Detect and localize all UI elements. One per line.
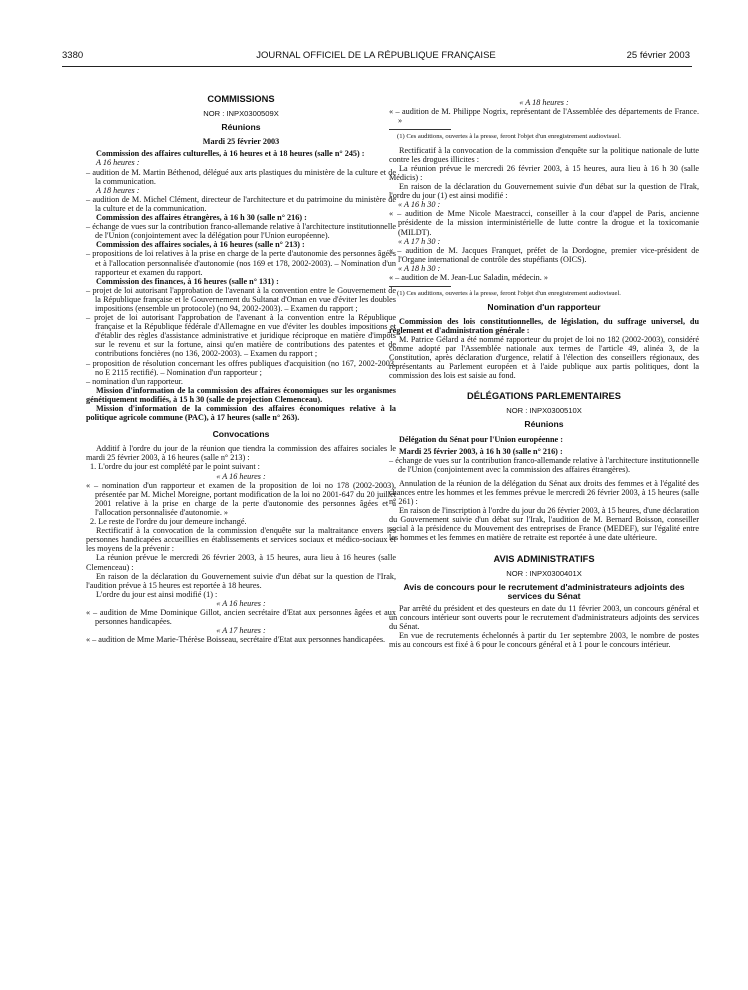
subheading-reunions: Réunions: [524, 419, 564, 430]
section-heading-delegations: DÉLÉGATIONS PARLEMENTAIRES: [467, 391, 621, 402]
notice-title: Avis de concours pour le recrutement d'administrateurs adjoints des services du Sénat: [403, 581, 685, 601]
list-item: « – audition de M. Jean-Luc Saladin, médecin. »: [389, 273, 548, 282]
paragraph: 2. Le reste de l'ordre du jour demeure inchangé.: [90, 517, 247, 527]
paragraph: 1. L'ordre du jour est complété par le point suivant :: [90, 462, 260, 472]
list-item: – nomination d'un rapporteur.: [86, 376, 183, 386]
list-item: – propositions de loi relatives à la prise en charge de la perte d'autonomie des personnes âgées et à l'allocation personnalisée d'autonomie (nos 169 et 178, 2002-2003). – Nomination d'un rapporteur et examen du rapport.: [86, 249, 396, 277]
list-item: « – nomination d'un rapporteur et examen de la proposition de loi no 178 (2002-2003), présentée par M. Michel Moreigne, portant modification de la loi no 2001-647 du 20 juillet 2001 relative à la prise en charge de la perte d'autonomie des personnes âgées et à l'allocation personnalisée d'autonomie. »: [86, 480, 396, 517]
list-item: « – audition de Mme Marie-Thérèse Boisseau, secrétaire d'Etat aux personnes handicapées.: [86, 635, 386, 645]
nor-reference: NOR : INPX0300510X: [506, 406, 582, 416]
paragraph: La réunion prévue le mercredi 26 février 2003, à 15 heures, aura lieu à 16 h 30 (salle Médicis) :: [389, 163, 699, 182]
header-rule: [62, 66, 692, 67]
paragraph: Mission d'information de la commission des affaires économiques sur les organismes génétiquement modifiés, à 15 h 30 (salle de projection Clemenceau).: [86, 385, 396, 404]
footnote: (1) Ces auditions, ouvertes à la presse, feront l'objet d'un enregistrement audiovisuel.: [397, 290, 621, 298]
footnote-separator: [389, 286, 451, 287]
list-item: – échange de vues sur la contribution franco-allemande relative à l'architecture institutionnelle de l'Union (conjointement avec la commission des affaires étrangères).: [389, 455, 699, 474]
paragraph: En vue de recrutements échelonnés à partir du 1er septembre 2003, le nombre de postes mis au concours est fixé à 6 pour le concours général et à 1 pour le concours intérieur.: [389, 631, 699, 650]
section-heading-commissions: COMMISSIONS: [207, 94, 275, 104]
list-item: « – audition de M. Philippe Nogrix, représentant de l'Assemblée des départements de France. »: [389, 107, 699, 126]
paragraph: Commission des affaires étrangères, à 16 h 30 (salle n° 216) :: [96, 213, 307, 223]
paragraph: Mission d'information de la commission des affaires économiques relative à la politique agricole commune (PAC), à 17 heures (salle n° 263).: [86, 404, 396, 423]
paragraph: La réunion prévue le mercredi 26 février 2003, à 15 heures, aura lieu à 16 heures (salle Clemenceau) :: [86, 553, 396, 572]
list-item: « – audition de Mme Nicole Maestracci, conseiller à la cour d'appel de Paris, ancienne présidente de la mission interministérielle de lutte contre la drogue et la toxicomanie (MILDT).: [389, 209, 699, 237]
list-item: « – audition de M. Jacques Franquet, préfet de la Dordogne, premier vice-président de l'Organe international de contrôle des stupéfiants (OICS).: [389, 245, 699, 264]
page-header: [62, 50, 690, 64]
paragraph: A 18 heures :: [96, 185, 140, 195]
right-column: [389, 98, 699, 649]
paragraph: En raison de l'inscription à l'ordre du jour du 26 février 2003, à 15 heures, d'une déclaration du Gouvernement suivie d'un débat sur l'Irak, l'audition de M. Bernard Boisson, conseiller social à la présidence du Mouvement des entreprises de France (MEDEF), sur l'égalité entre les hommes et les femmes en matière de retraite est reportée à une date ultérieure.: [389, 506, 699, 543]
paragraph: A 16 heures :: [96, 158, 140, 168]
paragraph: Mardi 25 février 2003, à 16 h 30 (salle n° 216) :: [399, 446, 563, 456]
paragraph: « A 16 heures :: [216, 471, 266, 481]
list-item: – audition de M. Michel Clément, directeur de l'architecture et du patrimoine du ministère de la culture et de la communication.: [86, 194, 396, 213]
paragraph: En raison de la déclaration du Gouvernement suivie d'un débat sur la question de l'Irak, l'ordre du jour (1) est ainsi modifié :: [389, 182, 699, 201]
paragraph: Commission des affaires sociales, à 16 heures (salle n° 213) :: [96, 240, 305, 250]
nor-reference: NOR : INPX0300401X: [506, 568, 582, 578]
paragraph: L'ordre du jour est ainsi modifié (1) :: [96, 589, 218, 599]
list-item: – audition de M. Martin Béthenod, délégué aux arts plastiques du ministère de la culture et de la communication.: [86, 167, 396, 186]
list-item: – échange de vues sur la contribution franco-allemande relative à l'architecture institutionnelle de l'Union (conjointement avec la délégation pour l'Union européenne).: [86, 222, 396, 241]
page-number: 3380: [62, 50, 84, 61]
paragraph: Rectificatif à la convocation de la commission d'enquête sur la maltraitance envers les personnes handicapées accueillies en établissements et services sociaux et médico-sociaux et les moyens de la prévenir :: [86, 526, 396, 554]
left-column: [86, 95, 396, 644]
paragraph: « A 16 h 30 :: [398, 200, 441, 210]
paragraph: Par arrêté du président et des questeurs en date du 11 février 2003, un concours général et un concours intérieur sont ouverts pour le recrutement d'administrateurs adjoints des services du Sénat.: [389, 603, 699, 632]
paragraph: « A 17 heures :: [216, 626, 266, 636]
subheading-nomination: Nomination d'un rapporteur: [487, 301, 601, 312]
footnote-separator: [389, 129, 451, 130]
paragraph: Commission des finances, à 16 heures (salle n° 131) :: [96, 276, 279, 286]
meeting-date: Mardi 25 février 2003: [202, 137, 280, 147]
section-heading-avis: AVIS ADMINISTRATIFS: [493, 553, 595, 564]
list-item: « – audition de Mme Dominique Gillot, ancien secrétaire d'Etat aux personnes âgées et aux personnes handicapées.: [86, 607, 396, 627]
paragraph: « A 17 h 30 :: [398, 236, 441, 246]
journal-title: JOURNAL OFFICIEL DE LA RÉPUBLIQUE FRANÇAISE: [256, 50, 496, 61]
paragraph: En raison de la déclaration du Gouvernement suivie d'un débat sur la question de l'Irak, l'audition prévue à 15 heures est reportée à 18 heures.: [86, 571, 396, 590]
paragraph: « A 18 h 30 :: [398, 263, 441, 273]
paragraph: Rectificatif à la convocation de la commission d'enquête sur la politique nationale de lutte contre les drogues illicites :: [389, 145, 699, 164]
paragraph: « A 18 heures :: [519, 98, 569, 107]
paragraph: Annulation de la réunion de la délégation du Sénat aux droits des femmes et à l'égalité des chances entre les hommes et les femmes prévue le mercredi 26 février 2003, à 15 heures (salle n° 261) :: [389, 478, 699, 507]
footnote: (1) Ces auditions, ouvertes à la presse, feront l'objet d'un enregistrement audiovisuel.: [397, 133, 621, 141]
list-item: – projet de loi autorisant l'approbation de l'avenant à la convention entre la République française et la République fédérale d'Allemagne en vue d'éviter les doubles impositions et d'établir des règles d'assistance administrative et juridique réciproque en matière d'impôts sur le revenu et sur la fortune, ainsi qu'en matière de contributions des patentes et de contributions foncières (no 136, 2002-2003). – Examen du rapport ;: [86, 313, 396, 359]
paragraph: Délégation du Sénat pour l'Union européenne :: [399, 434, 563, 444]
paragraph: Commission des affaires culturelles, à 16 heures et à 18 heures (salle n° 245) :: [96, 149, 365, 159]
paragraph: M. Patrice Gélard a été nommé rapporteur du projet de loi no 182 (2002-2003), considéré comme adopté par l'Assemblée nationale aux termes de l'article 49, alinéa 3, de la Constitution, après déclaration d'urgence, relatif à l'élection des conseillers régionaux, des représentants au Parlement européen et à l'aide publique aux partis politiques, dont la commission des lois est saisie au fond.: [389, 334, 699, 381]
list-item: – proposition de résolution concernant les offres publiques d'acquisition (no 167, 2002-2003, no E 2115 rectifié). – Nomination d'un rapporteur ;: [86, 358, 396, 377]
paragraph: Commission des lois constitutionnelles, de législation, du suffrage universel, du règlement et d'administration générale :: [389, 316, 699, 335]
paragraph: Additif à l'ordre du jour de la réunion que tiendra la commission des affaires sociales le mardi 25 février 2003, à 16 heures (salle n° 213) :: [86, 444, 396, 463]
list-item: – projet de loi autorisant l'approbation de l'avenant à la convention entre le Gouvernement de la République française et le Gouvernement du Sultanat d'Oman en vue d'éviter les doubles impositions (ensemble un protocole) (no 94, 2002-2003). – Examen du rapport ;: [86, 285, 396, 313]
nor-reference: NOR : INPX0300509X: [203, 109, 279, 119]
subheading-convocations: Convocations: [212, 429, 270, 440]
issue-date: 25 février 2003: [626, 50, 690, 61]
paragraph: « A 16 heures :: [216, 598, 266, 608]
subheading-reunions: Réunions: [221, 122, 261, 133]
